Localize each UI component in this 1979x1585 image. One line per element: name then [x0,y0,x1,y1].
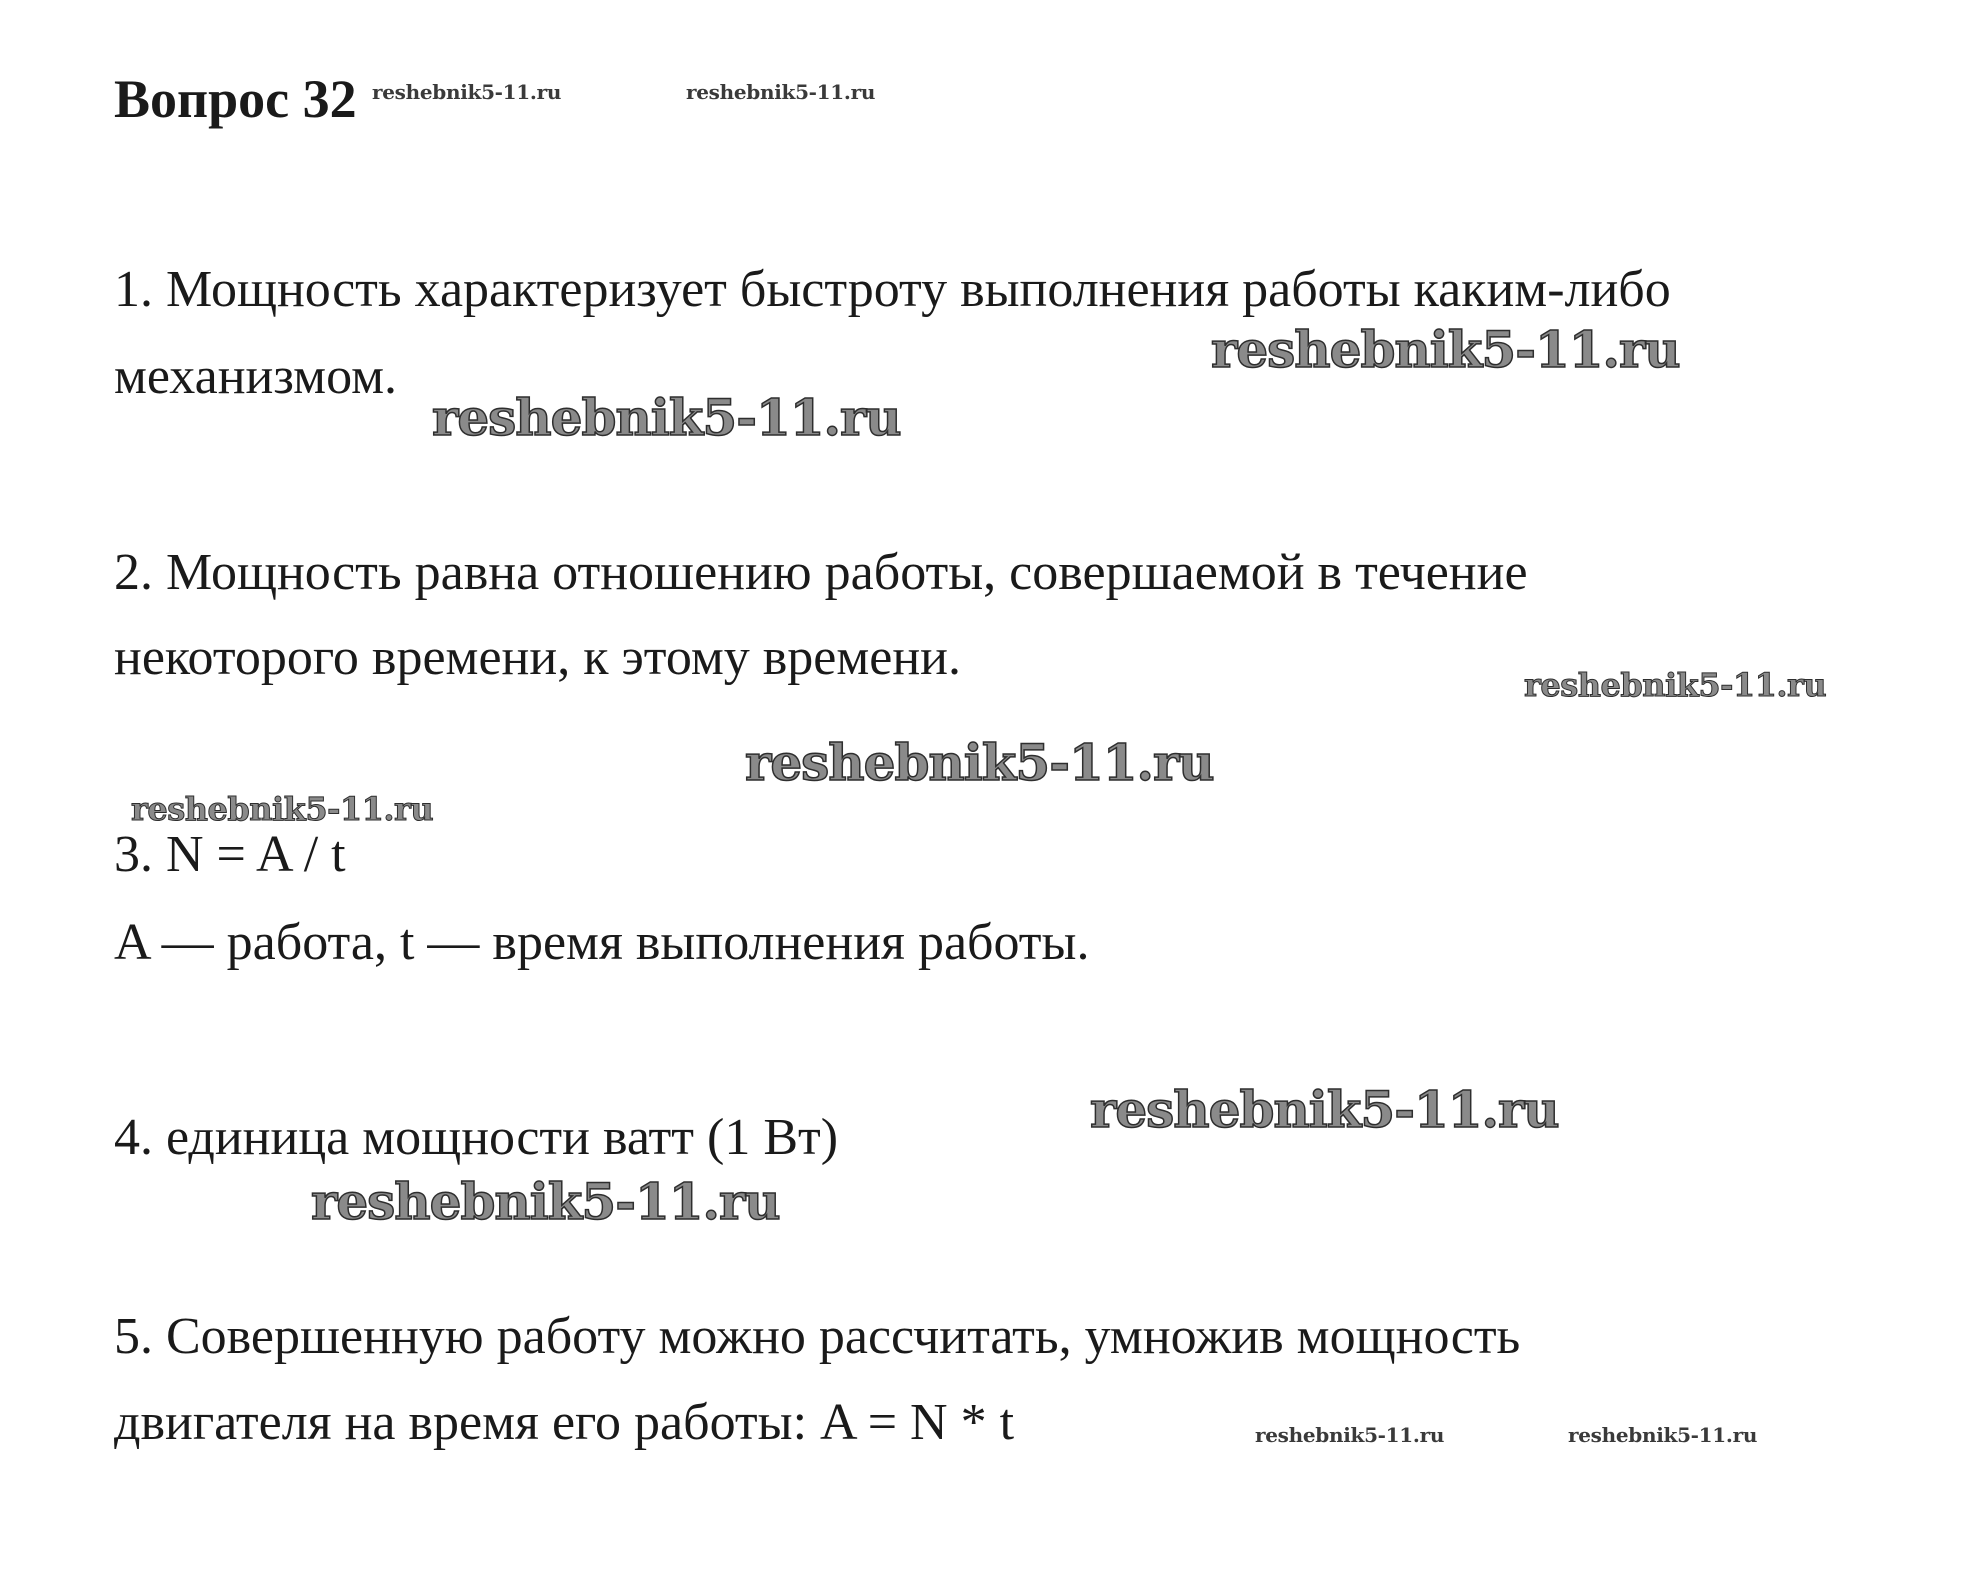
watermark: reshebnik5-11.ru [1090,1080,1559,1139]
watermark: reshebnik5-11.ru [131,790,434,828]
watermark: reshebnik5-11.ru [745,733,1214,792]
watermark: reshebnik5-11.ru [432,388,901,447]
watermark: reshebnik5-11.ru [686,80,876,104]
watermark: reshebnik5-11.ru [372,80,562,104]
answer-4-line-1: 4. единица мощности ватт (1 Вт) [114,1109,839,1166]
answer-1-line-1: 1. Мощность характеризует быстроту выполнения работы каким-либо [114,261,1671,318]
question-title: Вопрос 32 [114,69,357,129]
watermark: reshebnik5-11.ru [1568,1423,1758,1447]
watermark: reshebnik5-11.ru [1211,320,1680,379]
answer-2-line-1: 2. Мощность равна отношению работы, совершаемой в течение [114,544,1528,601]
answer-1-line-2: механизмом. [114,348,397,405]
answer-5-line-1: 5. Совершенную работу можно рассчитать, умножив мощность [114,1308,1521,1365]
answer-3-definition: A — работа, t — время выполнения работы. [114,914,1090,971]
watermark: reshebnik5-11.ru [1255,1423,1445,1447]
answer-2-line-2: некоторого времени, к этому времени. [114,629,962,686]
watermark: reshebnik5-11.ru [311,1172,780,1231]
watermark: reshebnik5-11.ru [1524,666,1827,704]
answer-5-line-2: двигателя на время его работы: A = N * t [114,1394,1015,1451]
answer-3-formula: 3. N = A / t [114,826,346,883]
